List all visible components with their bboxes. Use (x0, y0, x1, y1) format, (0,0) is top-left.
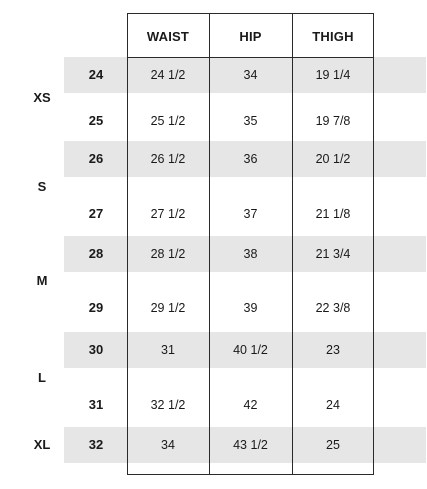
row-number: 32 (88, 437, 104, 452)
table-cell: 24 (326, 398, 340, 412)
table-cell: 25 (326, 438, 340, 452)
table-cell: 34 (161, 438, 175, 452)
table-cell: 43 1/2 (233, 438, 268, 452)
table-cell: 20 1/2 (315, 152, 351, 166)
table-cell: 19 7/8 (315, 114, 351, 128)
table-cell: 24 1/2 (150, 68, 186, 82)
row-number: 24 (88, 67, 104, 82)
table-cell: 29 1/2 (150, 301, 186, 315)
table-cell: 22 3/8 (315, 301, 351, 315)
row-number: 28 (88, 246, 104, 261)
table-cell: 21 1/8 (315, 207, 351, 221)
row-number: 25 (88, 113, 104, 128)
table-cell: 23 (326, 343, 340, 357)
table-cell: 37 (243, 207, 258, 221)
row-number: 27 (88, 206, 104, 221)
row-number: 30 (88, 342, 104, 357)
table-cell: 35 (243, 114, 258, 128)
size-label: L (38, 369, 46, 385)
table-cell: 28 1/2 (150, 247, 186, 261)
table-cell: 25 1/2 (150, 114, 186, 128)
table-cell: 34 (243, 68, 258, 82)
row-number: 29 (88, 300, 104, 315)
table-cell: 36 (243, 152, 258, 166)
table-cell: 39 (243, 301, 258, 315)
size-label: M (36, 273, 48, 288)
table-cell: 19 1/4 (315, 68, 351, 82)
column-header: HIP (239, 29, 262, 44)
table-cell: 32 1/2 (150, 398, 186, 412)
table-cell: 31 (161, 343, 175, 357)
size-label: XL (33, 437, 51, 452)
table-cell: 38 (243, 247, 258, 261)
column-header: WAIST (146, 29, 190, 44)
row-number: 31 (88, 397, 104, 412)
table-cell: 40 1/2 (233, 343, 268, 357)
table-cell: 26 1/2 (150, 152, 186, 166)
column-header: THIGH (312, 29, 354, 44)
header-divider (127, 57, 374, 58)
table-cell: 21 3/4 (315, 247, 351, 261)
table-cell: 27 1/2 (150, 207, 186, 221)
size-label: XS (33, 90, 51, 105)
row-number: 26 (88, 151, 104, 166)
size-label: S (37, 178, 47, 194)
table-cell: 42 (243, 398, 258, 412)
